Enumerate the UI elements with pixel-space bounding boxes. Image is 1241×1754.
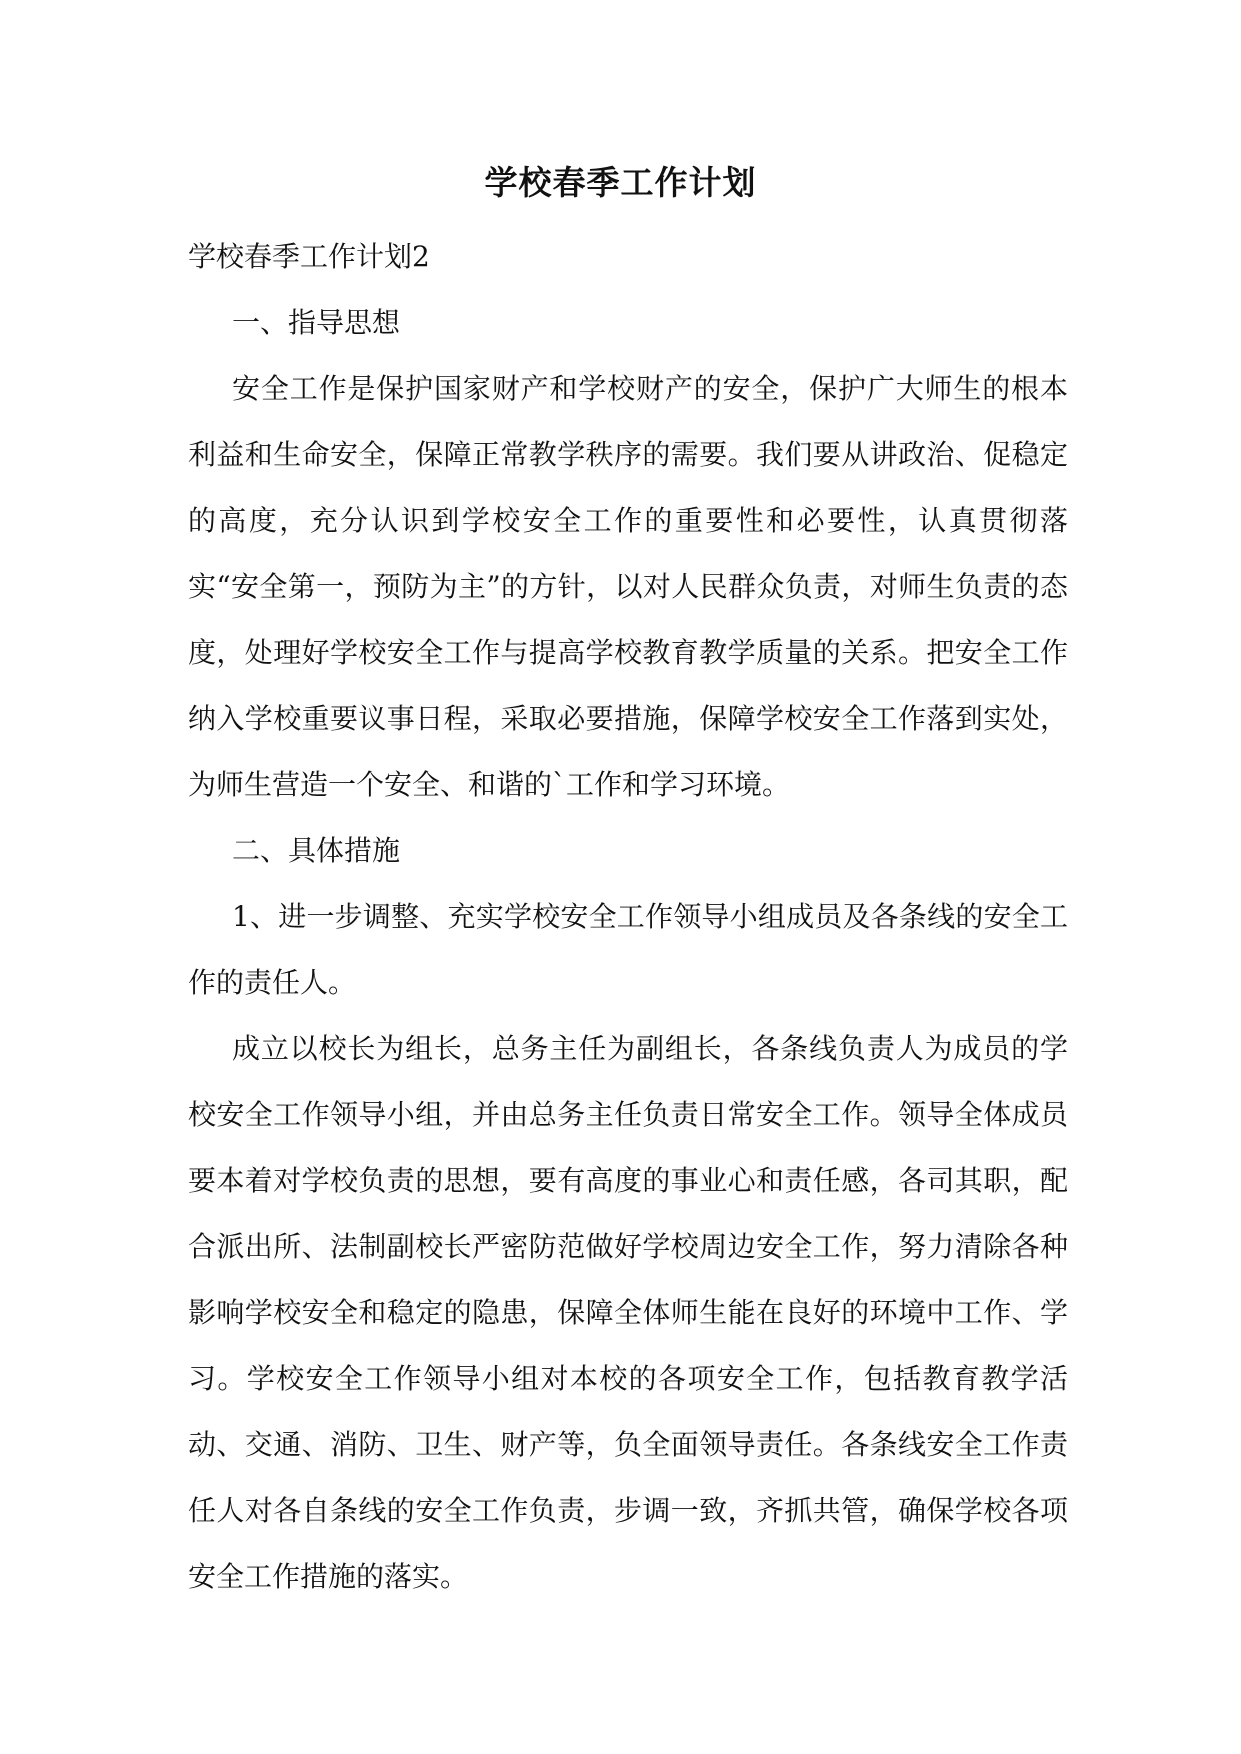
- section-heading-specific-measures: 二、具体措施: [232, 834, 401, 867]
- body-paragraph: 成立以校长为组长，总务主任为副组长，各条线负责人为成员的学校安全工作领导小组，并由总务主任负责日常安全工作。领导全体成员要本着对学校负责的思想，要有高度的事业心和责任感，各司其职，配合派出所、法制副校长严密防范做好学校周边安全工作，努力清除各种影响学校安全和稳定的隐患，保障全体师生能在良好的环境中工作、学习。学校安全工作领导小组对本校的各项安全工作，包括教育教学活动、交通、消防、卫生、财产等，负全面领导责任。各条线安全工作责任人对各自条线的安全工作负责，步调一致，齐抓共管，确保学校各项安全工作措施的落实。: [188, 1032, 1068, 1593]
- section-heading-guiding-ideology: 一、指导思想: [232, 306, 401, 339]
- document-body: [188, 224, 1068, 1610]
- document-title: 学校春季工作计划: [484, 163, 757, 202]
- body-paragraph: 安全工作是保护国家财产和学校财产的安全，保护广大师生的根本利益和生命安全，保障正常教学秩序的需要。我们要从讲政治、促稳定的高度，充分认识到学校安全工作的重要性和必要性，认真贯彻落实“安全第一，预防为主”的方针，以对人民群众负责，对师生负责的态度，处理好学校安全工作与提高学校教育教学质量的关系。把安全工作纳入学校重要议事日程，采取必要措施，保障学校安全工作落到实处，为师生营造一个安全、和谐的`工作和学习环境。: [188, 372, 1068, 801]
- subtitle-paragraph: 学校春季工作计划2: [188, 240, 430, 273]
- numbered-item-paragraph: 1、进一步调整、充实学校安全工作领导小组成员及各条线的安全工作的责任人。: [188, 900, 1068, 999]
